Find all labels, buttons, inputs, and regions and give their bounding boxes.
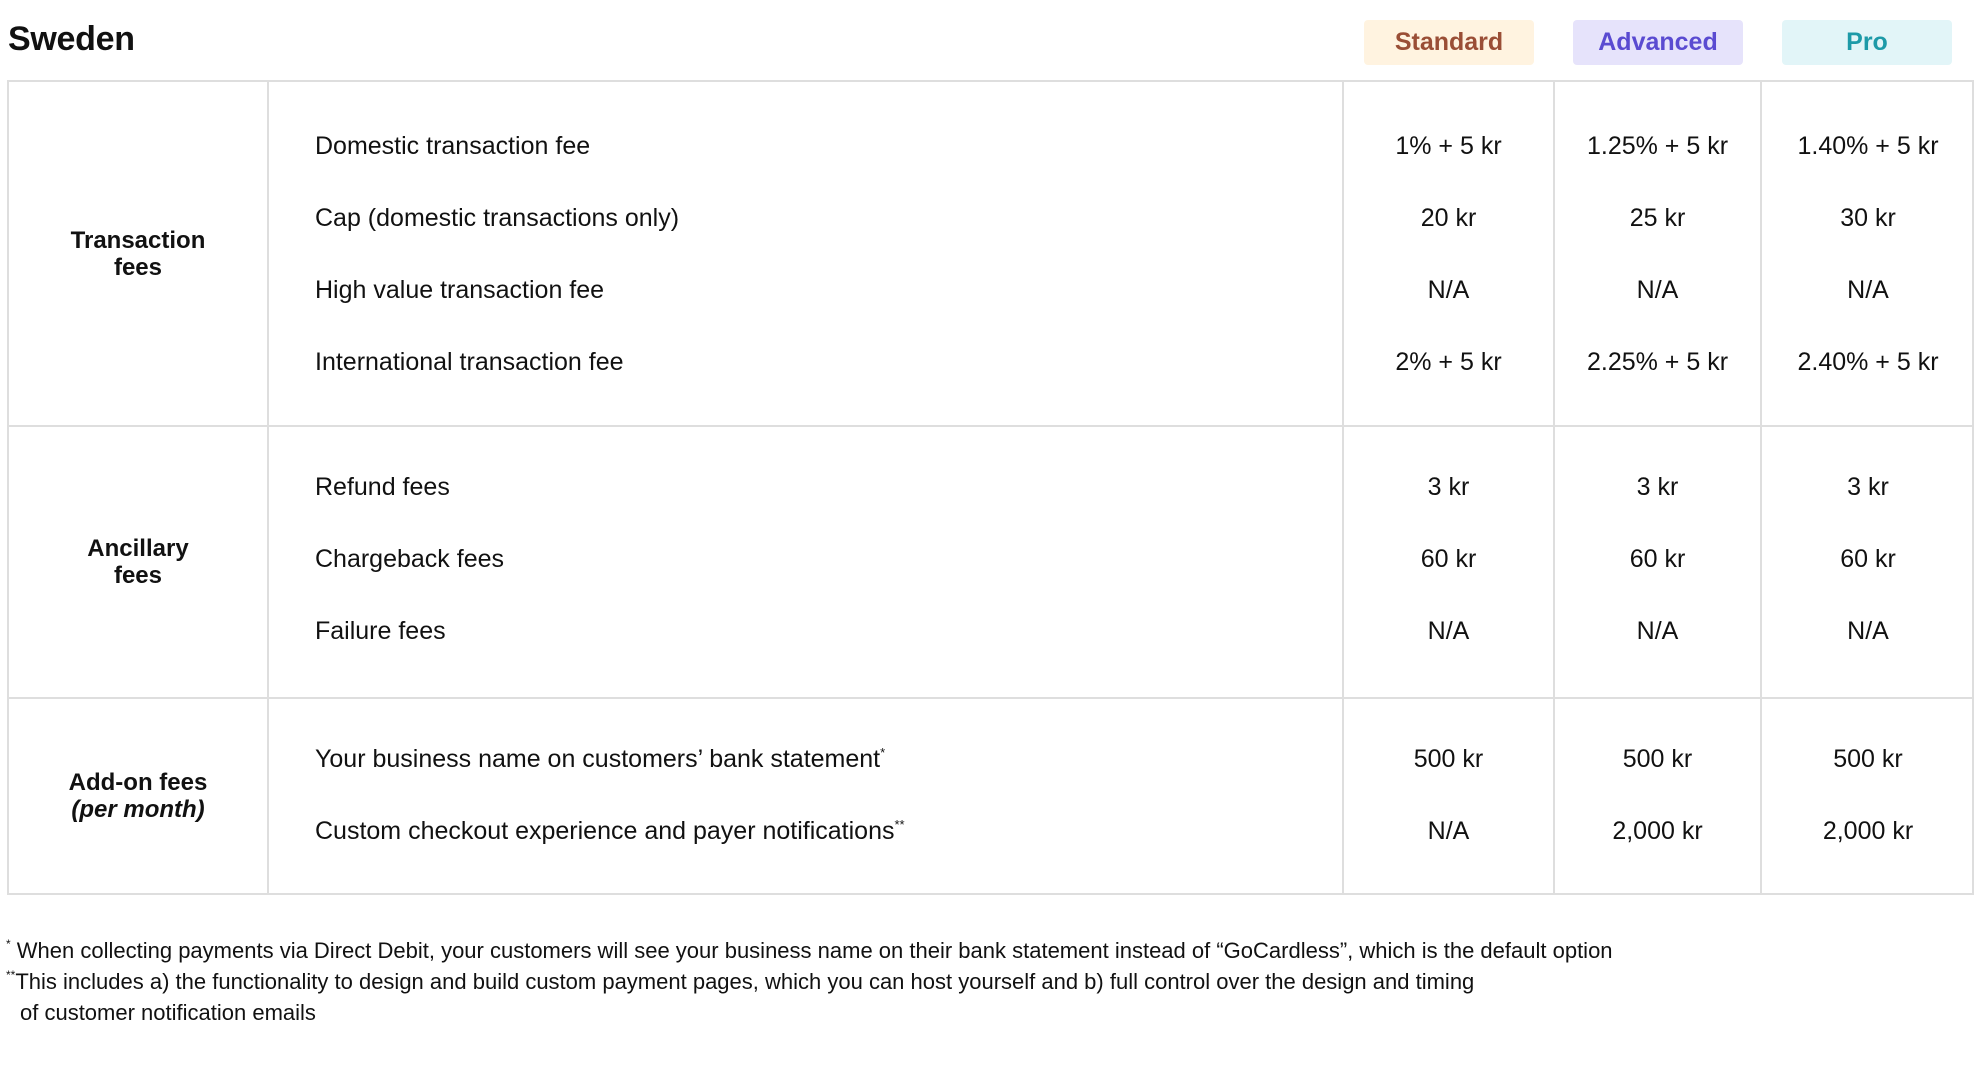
fee-value-advanced: 500 kr	[1622, 745, 1693, 773]
section-ancillary-fees	[9, 425, 1972, 697]
plan-badge-standard: Standard	[1364, 20, 1534, 65]
fee-value-advanced: 2,000 kr	[1612, 817, 1703, 845]
table-row	[9, 811, 1972, 851]
fee-value-standard: N/A	[1427, 817, 1470, 845]
footnote-continuation: of customer notification emails	[20, 1000, 316, 1025]
fee-value-pro: 60 kr	[1840, 545, 1896, 573]
fee-value-advanced: 2.25% + 5 kr	[1586, 348, 1729, 376]
fee-value-standard: 1% + 5 kr	[1395, 132, 1502, 160]
section-label: Transaction fees	[70, 226, 206, 281]
fee-value-advanced: 60 kr	[1629, 545, 1686, 573]
fee-name: Chargeback fees	[315, 545, 505, 573]
table-row	[9, 342, 1972, 382]
fee-value-pro: 1.40% + 5 kr	[1797, 132, 1939, 160]
fee-value-pro: 2,000 kr	[1822, 817, 1914, 845]
table-row	[9, 739, 1972, 779]
fee-value-pro: 2.40% + 5 kr	[1797, 348, 1939, 376]
section-label: Add-on fees (per month)	[68, 769, 208, 823]
fee-name: Your business name on customers’ bank statement*	[315, 745, 886, 773]
fee-value-pro: 500 kr	[1833, 745, 1903, 773]
fee-value-pro: N/A	[1847, 276, 1889, 304]
fee-value-pro: N/A	[1847, 617, 1889, 645]
fee-value-advanced: N/A	[1636, 617, 1679, 645]
fee-value-pro: 30 kr	[1840, 204, 1896, 232]
section-transaction-fees	[9, 82, 1972, 425]
footnote: **This includes a) the functionality to design and build custom payment pages, which you can host yourself and b) full control over the design and timing	[6, 968, 1475, 994]
fee-name: International transaction fee	[315, 348, 624, 376]
fee-value-advanced: 25 kr	[1629, 204, 1686, 232]
plan-badge-pro: Pro	[1782, 20, 1952, 65]
fee-value-pro: 3 kr	[1847, 473, 1889, 501]
table-row	[9, 611, 1972, 651]
fee-value-standard: 2% + 5 kr	[1395, 348, 1502, 376]
fee-value-standard: 20 kr	[1420, 204, 1477, 232]
fee-value-standard: 500 kr	[1413, 745, 1484, 773]
table-row	[9, 539, 1972, 579]
page-title: Sweden	[8, 20, 135, 58]
footnotes	[6, 935, 1613, 1028]
section-label: Ancillary fees	[87, 535, 189, 589]
fee-value-advanced: 3 kr	[1636, 473, 1679, 501]
table-row	[9, 270, 1972, 310]
section-add-on-fees	[9, 697, 1972, 893]
fee-name: High value transaction fee	[315, 276, 605, 304]
table-row	[9, 198, 1972, 238]
fee-table	[7, 80, 1974, 895]
fee-name: Custom checkout experience and payer notifications**	[315, 817, 905, 845]
table-row	[9, 126, 1972, 166]
fee-value-standard: N/A	[1427, 617, 1470, 645]
fee-value-standard: N/A	[1427, 276, 1470, 304]
fee-name: Failure fees	[315, 617, 446, 645]
fee-value-advanced: N/A	[1636, 276, 1679, 304]
fee-name: Domestic transaction fee	[315, 132, 591, 160]
footnote: * When collecting payments via Direct Debit, your customers will see your business name on their bank statement instead of “GoCardless”, which is the default option	[6, 937, 1613, 963]
fee-value-standard: 60 kr	[1420, 545, 1477, 573]
fee-name: Cap (domestic transactions only)	[315, 204, 680, 232]
fee-value-standard: 3 kr	[1427, 473, 1470, 501]
plan-badge-advanced: Advanced	[1573, 20, 1743, 65]
fee-value-advanced: 1.25% + 5 kr	[1586, 132, 1729, 160]
table-row	[9, 467, 1972, 507]
fee-name: Refund fees	[315, 473, 450, 501]
